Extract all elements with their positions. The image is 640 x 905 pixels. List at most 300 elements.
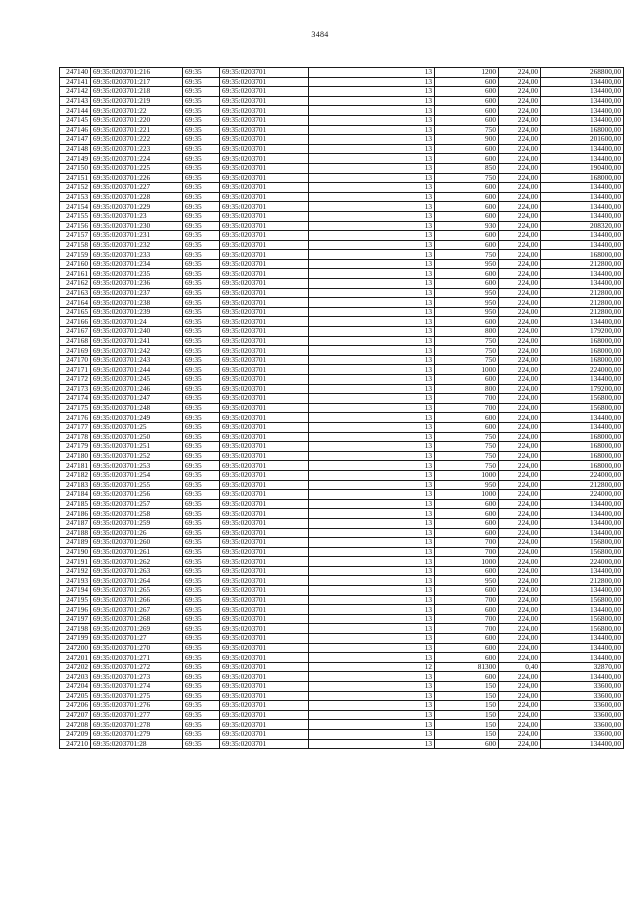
area-cell: 750 <box>435 336 499 346</box>
row-number-cell: 247181 <box>60 461 91 471</box>
category-code-cell: 13 <box>309 327 435 337</box>
row-number-cell: 247196 <box>60 605 91 615</box>
category-code-cell: 13 <box>309 259 435 269</box>
table-row <box>60 509 624 519</box>
specific-value-cell: 224,00 <box>499 557 541 567</box>
district-code-cell: 69:35 <box>183 547 220 557</box>
district-code-cell: 69:35 <box>183 739 220 749</box>
cadastral-value-cell: 134400,00 <box>541 211 624 221</box>
cadastral-number-cell: 69:35:0203701:263 <box>91 566 183 576</box>
district-code-cell: 69:35 <box>183 470 220 480</box>
cadastral-number-cell: 69:35:0203701:219 <box>91 96 183 106</box>
cadastral-block-cell: 69:35:0203701 <box>220 355 309 365</box>
cadastral-value-cell: 134400,00 <box>541 643 624 653</box>
district-code-cell: 69:35 <box>183 154 220 164</box>
area-cell: 750 <box>435 442 499 452</box>
row-number-cell: 247176 <box>60 413 91 423</box>
table-row <box>60 355 624 365</box>
district-code-cell: 69:35 <box>183 662 220 672</box>
district-code-cell: 69:35 <box>183 231 220 241</box>
table-row <box>60 634 624 644</box>
district-code-cell: 69:35 <box>183 720 220 730</box>
table-row <box>60 394 624 404</box>
cadastral-number-cell: 69:35:0203701:247 <box>91 394 183 404</box>
cadastral-value-cell: 168000,00 <box>541 461 624 471</box>
table-row <box>60 470 624 480</box>
cadastral-block-cell: 69:35:0203701 <box>220 240 309 250</box>
row-number-cell: 247202 <box>60 662 91 672</box>
district-code-cell: 69:35 <box>183 432 220 442</box>
table-row <box>60 422 624 432</box>
row-number-cell: 247197 <box>60 614 91 624</box>
cadastral-value-cell: 156800,00 <box>541 538 624 548</box>
table-row <box>60 576 624 586</box>
area-cell: 150 <box>435 682 499 692</box>
category-code-cell: 13 <box>309 355 435 365</box>
district-code-cell: 69:35 <box>183 586 220 596</box>
cadastral-value-cell: 212800,00 <box>541 288 624 298</box>
specific-value-cell: 224,00 <box>499 710 541 720</box>
row-number-cell: 247208 <box>60 720 91 730</box>
cadastral-number-cell: 69:35:0203701:221 <box>91 125 183 135</box>
cadastral-value-cell: 212800,00 <box>541 576 624 586</box>
district-code-cell: 69:35 <box>183 221 220 231</box>
cadastral-value-cell: 134400,00 <box>541 96 624 106</box>
cadastral-number-cell: 69:35:0203701:264 <box>91 576 183 586</box>
cadastral-value-cell: 168000,00 <box>541 346 624 356</box>
area-cell: 900 <box>435 135 499 145</box>
cadastral-number-cell: 69:35:0203701:230 <box>91 221 183 231</box>
district-code-cell: 69:35 <box>183 125 220 135</box>
category-code-cell: 13 <box>309 384 435 394</box>
district-code-cell: 69:35 <box>183 672 220 682</box>
cadastral-block-cell: 69:35:0203701 <box>220 298 309 308</box>
cadastral-number-cell: 69:35:0203701:251 <box>91 442 183 452</box>
table-row <box>60 96 624 106</box>
specific-value-cell: 224,00 <box>499 595 541 605</box>
area-cell: 950 <box>435 298 499 308</box>
specific-value-cell: 224,00 <box>499 87 541 97</box>
category-code-cell: 13 <box>309 144 435 154</box>
area-cell: 600 <box>435 106 499 116</box>
cadastral-value-cell: 134400,00 <box>541 422 624 432</box>
row-number-cell: 247192 <box>60 566 91 576</box>
specific-value-cell: 224,00 <box>499 375 541 385</box>
category-code-cell: 13 <box>309 576 435 586</box>
cadastral-number-cell: 69:35:0203701:23 <box>91 211 183 221</box>
category-code-cell: 13 <box>309 211 435 221</box>
cadastral-value-cell: 134400,00 <box>541 605 624 615</box>
row-number-cell: 247159 <box>60 250 91 260</box>
specific-value-cell: 224,00 <box>499 68 541 78</box>
specific-value-cell: 224,00 <box>499 394 541 404</box>
row-number-cell: 247163 <box>60 288 91 298</box>
cadastral-number-cell: 69:35:0203701:216 <box>91 68 183 78</box>
table-row <box>60 135 624 145</box>
table-row <box>60 298 624 308</box>
category-code-cell: 13 <box>309 432 435 442</box>
cadastral-value-cell: 134400,00 <box>541 566 624 576</box>
area-cell: 600 <box>435 643 499 653</box>
specific-value-cell: 224,00 <box>499 576 541 586</box>
cadastral-number-cell: 69:35:0203701:254 <box>91 470 183 480</box>
specific-value-cell: 0,40 <box>499 662 541 672</box>
cadastral-value-cell: 134400,00 <box>541 269 624 279</box>
cadastral-block-cell: 69:35:0203701 <box>220 173 309 183</box>
specific-value-cell: 224,00 <box>499 682 541 692</box>
specific-value-cell: 224,00 <box>499 403 541 413</box>
category-code-cell: 13 <box>309 701 435 711</box>
specific-value-cell: 224,00 <box>499 279 541 289</box>
cadastral-number-cell: 69:35:0203701:225 <box>91 163 183 173</box>
cadastral-block-cell: 69:35:0203701 <box>220 595 309 605</box>
cadastral-number-cell: 69:35:0203701:231 <box>91 231 183 241</box>
cadastral-value-cell: 32870,00 <box>541 662 624 672</box>
cadastral-number-cell: 69:35:0203701:268 <box>91 614 183 624</box>
specific-value-cell: 224,00 <box>499 672 541 682</box>
row-number-cell: 247206 <box>60 701 91 711</box>
category-code-cell: 12 <box>309 662 435 672</box>
specific-value-cell: 224,00 <box>499 183 541 193</box>
cadastral-value-cell: 268800,00 <box>541 68 624 78</box>
table-row <box>60 710 624 720</box>
cadastral-number-cell: 69:35:0203701:233 <box>91 250 183 260</box>
cadastral-block-cell: 69:35:0203701 <box>220 317 309 327</box>
cadastral-number-cell: 69:35:0203701:270 <box>91 643 183 653</box>
row-number-cell: 247145 <box>60 115 91 125</box>
table-row <box>60 403 624 413</box>
district-code-cell: 69:35 <box>183 451 220 461</box>
district-code-cell: 69:35 <box>183 211 220 221</box>
cadastral-value-cell: 212800,00 <box>541 480 624 490</box>
cadastral-block-cell: 69:35:0203701 <box>220 422 309 432</box>
table-row <box>60 701 624 711</box>
cadastral-value-cell: 33600,00 <box>541 701 624 711</box>
district-code-cell: 69:35 <box>183 394 220 404</box>
area-cell: 600 <box>435 231 499 241</box>
district-code-cell: 69:35 <box>183 183 220 193</box>
cadastral-block-cell: 69:35:0203701 <box>220 547 309 557</box>
specific-value-cell: 224,00 <box>499 327 541 337</box>
specific-value-cell: 224,00 <box>499 259 541 269</box>
category-code-cell: 13 <box>309 739 435 749</box>
area-cell: 600 <box>435 279 499 289</box>
district-code-cell: 69:35 <box>183 135 220 145</box>
cadastral-value-cell: 134400,00 <box>541 77 624 87</box>
cadastral-block-cell: 69:35:0203701 <box>220 653 309 663</box>
category-code-cell: 13 <box>309 682 435 692</box>
specific-value-cell: 224,00 <box>499 614 541 624</box>
district-code-cell: 69:35 <box>183 403 220 413</box>
table-row <box>60 643 624 653</box>
cadastral-number-cell: 69:35:0203701:241 <box>91 336 183 346</box>
district-code-cell: 69:35 <box>183 499 220 509</box>
table-row <box>60 605 624 615</box>
table-row <box>60 720 624 730</box>
specific-value-cell: 224,00 <box>499 154 541 164</box>
district-code-cell: 69:35 <box>183 77 220 87</box>
specific-value-cell: 224,00 <box>499 490 541 500</box>
district-code-cell: 69:35 <box>183 691 220 701</box>
category-code-cell: 13 <box>309 163 435 173</box>
row-number-cell: 247147 <box>60 135 91 145</box>
category-code-cell: 13 <box>309 317 435 327</box>
table-row <box>60 566 624 576</box>
row-number-cell: 247169 <box>60 346 91 356</box>
specific-value-cell: 224,00 <box>499 470 541 480</box>
table-row <box>60 413 624 423</box>
category-code-cell: 13 <box>309 442 435 452</box>
specific-value-cell: 224,00 <box>499 451 541 461</box>
table-row <box>60 173 624 183</box>
cadastral-block-cell: 69:35:0203701 <box>220 384 309 394</box>
table-row <box>60 375 624 385</box>
category-code-cell: 13 <box>309 605 435 615</box>
cadastral-value-cell: 201600,00 <box>541 135 624 145</box>
cadastral-block-cell: 69:35:0203701 <box>220 250 309 260</box>
row-number-cell: 247203 <box>60 672 91 682</box>
table-row <box>60 115 624 125</box>
district-code-cell: 69:35 <box>183 490 220 500</box>
category-code-cell: 13 <box>309 240 435 250</box>
row-number-cell: 247188 <box>60 528 91 538</box>
district-code-cell: 69:35 <box>183 279 220 289</box>
table-row <box>60 624 624 634</box>
table-row <box>60 547 624 557</box>
area-cell: 750 <box>435 125 499 135</box>
row-number-cell: 247166 <box>60 317 91 327</box>
district-code-cell: 69:35 <box>183 595 220 605</box>
table-row <box>60 595 624 605</box>
area-cell: 1200 <box>435 68 499 78</box>
district-code-cell: 69:35 <box>183 346 220 356</box>
cadastral-number-cell: 69:35:0203701:243 <box>91 355 183 365</box>
area-cell: 600 <box>435 586 499 596</box>
row-number-cell: 247171 <box>60 365 91 375</box>
category-code-cell: 13 <box>309 470 435 480</box>
table-row <box>60 451 624 461</box>
cadastral-value-cell: 33600,00 <box>541 682 624 692</box>
cadastral-block-cell: 69:35:0203701 <box>220 605 309 615</box>
cadastral-block-cell: 69:35:0203701 <box>220 451 309 461</box>
cadastral-value-cell: 134400,00 <box>541 413 624 423</box>
cadastral-number-cell: 69:35:0203701:262 <box>91 557 183 567</box>
district-code-cell: 69:35 <box>183 634 220 644</box>
row-number-cell: 247207 <box>60 710 91 720</box>
row-number-cell: 247144 <box>60 106 91 116</box>
district-code-cell: 69:35 <box>183 442 220 452</box>
district-code-cell: 69:35 <box>183 375 220 385</box>
table-row <box>60 307 624 317</box>
cadastral-value-cell: 33600,00 <box>541 729 624 739</box>
cadastral-value-cell: 168000,00 <box>541 355 624 365</box>
row-number-cell: 247178 <box>60 432 91 442</box>
cadastral-block-cell: 69:35:0203701 <box>220 279 309 289</box>
cadastral-block-cell: 69:35:0203701 <box>220 557 309 567</box>
specific-value-cell: 224,00 <box>499 422 541 432</box>
cadastral-number-cell: 69:35:0203701:26 <box>91 528 183 538</box>
specific-value-cell: 224,00 <box>499 173 541 183</box>
table-row <box>60 317 624 327</box>
cadastral-block-cell: 69:35:0203701 <box>220 729 309 739</box>
cadastral-value-cell: 168000,00 <box>541 451 624 461</box>
district-code-cell: 69:35 <box>183 327 220 337</box>
cadastral-value-cell: 134400,00 <box>541 115 624 125</box>
area-cell: 600 <box>435 87 499 97</box>
category-code-cell: 13 <box>309 538 435 548</box>
cadastral-block-cell: 69:35:0203701 <box>220 96 309 106</box>
area-cell: 600 <box>435 634 499 644</box>
row-number-cell: 247194 <box>60 586 91 596</box>
cadastral-value-cell: 134400,00 <box>541 183 624 193</box>
area-cell: 600 <box>435 653 499 663</box>
category-code-cell: 13 <box>309 547 435 557</box>
row-number-cell: 247162 <box>60 279 91 289</box>
cadastral-number-cell: 69:35:0203701:25 <box>91 422 183 432</box>
cadastral-number-cell: 69:35:0203701:22 <box>91 106 183 116</box>
row-number-cell: 247167 <box>60 327 91 337</box>
cadastral-block-cell: 69:35:0203701 <box>220 221 309 231</box>
table-row <box>60 518 624 528</box>
cadastral-number-cell: 69:35:0203701:27 <box>91 634 183 644</box>
district-code-cell: 69:35 <box>183 384 220 394</box>
area-cell: 1000 <box>435 490 499 500</box>
row-number-cell: 247156 <box>60 221 91 231</box>
table-row <box>60 163 624 173</box>
district-code-cell: 69:35 <box>183 365 220 375</box>
row-number-cell: 247190 <box>60 547 91 557</box>
district-code-cell: 69:35 <box>183 566 220 576</box>
cadastral-block-cell: 69:35:0203701 <box>220 528 309 538</box>
category-code-cell: 13 <box>309 595 435 605</box>
area-cell: 700 <box>435 394 499 404</box>
cadastral-number-cell: 69:35:0203701:256 <box>91 490 183 500</box>
district-code-cell: 69:35 <box>183 643 220 653</box>
category-code-cell: 13 <box>309 586 435 596</box>
area-cell: 600 <box>435 154 499 164</box>
category-code-cell: 13 <box>309 125 435 135</box>
area-cell: 150 <box>435 729 499 739</box>
row-number-cell: 247150 <box>60 163 91 173</box>
table-row <box>60 691 624 701</box>
area-cell: 750 <box>435 432 499 442</box>
cadastral-block-cell: 69:35:0203701 <box>220 442 309 452</box>
category-code-cell: 13 <box>309 499 435 509</box>
table-row <box>60 87 624 97</box>
district-code-cell: 69:35 <box>183 701 220 711</box>
specific-value-cell: 224,00 <box>499 365 541 375</box>
cadastral-block-cell: 69:35:0203701 <box>220 77 309 87</box>
table-row <box>60 739 624 749</box>
cadastral-number-cell: 69:35:0203701:248 <box>91 403 183 413</box>
area-cell: 600 <box>435 240 499 250</box>
specific-value-cell: 224,00 <box>499 240 541 250</box>
district-code-cell: 69:35 <box>183 269 220 279</box>
area-cell: 750 <box>435 461 499 471</box>
area-cell: 800 <box>435 384 499 394</box>
cadastral-number-cell: 69:35:0203701:218 <box>91 87 183 97</box>
category-code-cell: 13 <box>309 106 435 116</box>
cadastral-number-cell: 69:35:0203701:253 <box>91 461 183 471</box>
cadastral-number-cell: 69:35:0203701:269 <box>91 624 183 634</box>
cadastral-block-cell: 69:35:0203701 <box>220 211 309 221</box>
area-cell: 700 <box>435 624 499 634</box>
district-code-cell: 69:35 <box>183 240 220 250</box>
row-number-cell: 247164 <box>60 298 91 308</box>
table-row <box>60 68 624 78</box>
cadastral-value-cell: 168000,00 <box>541 173 624 183</box>
table-row <box>60 125 624 135</box>
row-number-cell: 247175 <box>60 403 91 413</box>
category-code-cell: 13 <box>309 480 435 490</box>
category-code-cell: 13 <box>309 528 435 538</box>
specific-value-cell: 224,00 <box>499 307 541 317</box>
category-code-cell: 13 <box>309 77 435 87</box>
cadastral-value-cell: 33600,00 <box>541 710 624 720</box>
district-code-cell: 69:35 <box>183 729 220 739</box>
cadastral-block-cell: 69:35:0203701 <box>220 691 309 701</box>
cadastral-number-cell: 69:35:0203701:273 <box>91 672 183 682</box>
category-code-cell: 13 <box>309 346 435 356</box>
table-row <box>60 250 624 260</box>
category-code-cell: 13 <box>309 336 435 346</box>
category-code-cell: 13 <box>309 231 435 241</box>
specific-value-cell: 224,00 <box>499 192 541 202</box>
cadastral-number-cell: 69:35:0203701:238 <box>91 298 183 308</box>
category-code-cell: 13 <box>309 624 435 634</box>
category-code-cell: 13 <box>309 691 435 701</box>
area-cell: 800 <box>435 327 499 337</box>
table-row <box>60 336 624 346</box>
area-cell: 950 <box>435 576 499 586</box>
table-row <box>60 346 624 356</box>
cadastral-number-cell: 69:35:0203701:239 <box>91 307 183 317</box>
cadastral-value-cell: 134400,00 <box>541 375 624 385</box>
specific-value-cell: 224,00 <box>499 202 541 212</box>
district-code-cell: 69:35 <box>183 538 220 548</box>
district-code-cell: 69:35 <box>183 413 220 423</box>
specific-value-cell: 224,00 <box>499 384 541 394</box>
table-row <box>60 682 624 692</box>
cadastral-block-cell: 69:35:0203701 <box>220 480 309 490</box>
district-code-cell: 69:35 <box>183 509 220 519</box>
row-number-cell: 247191 <box>60 557 91 567</box>
category-code-cell: 13 <box>309 250 435 260</box>
area-cell: 600 <box>435 96 499 106</box>
row-number-cell: 247198 <box>60 624 91 634</box>
table-row <box>60 499 624 509</box>
table-row <box>60 442 624 452</box>
cadastral-block-cell: 69:35:0203701 <box>220 183 309 193</box>
cadastral-value-cell: 134400,00 <box>541 279 624 289</box>
category-code-cell: 13 <box>309 643 435 653</box>
row-number-cell: 247193 <box>60 576 91 586</box>
category-code-cell: 13 <box>309 557 435 567</box>
area-cell: 150 <box>435 701 499 711</box>
cadastral-number-cell: 69:35:0203701:274 <box>91 682 183 692</box>
cadastral-number-cell: 69:35:0203701:217 <box>91 77 183 87</box>
row-number-cell: 247201 <box>60 653 91 663</box>
district-code-cell: 69:35 <box>183 307 220 317</box>
cadastral-block-cell: 69:35:0203701 <box>220 87 309 97</box>
cadastral-number-cell: 69:35:0203701:271 <box>91 653 183 663</box>
row-number-cell: 247200 <box>60 643 91 653</box>
cadastral-number-cell: 69:35:0203701:227 <box>91 183 183 193</box>
area-cell: 950 <box>435 288 499 298</box>
category-code-cell: 13 <box>309 413 435 423</box>
district-code-cell: 69:35 <box>183 68 220 78</box>
area-cell: 600 <box>435 413 499 423</box>
